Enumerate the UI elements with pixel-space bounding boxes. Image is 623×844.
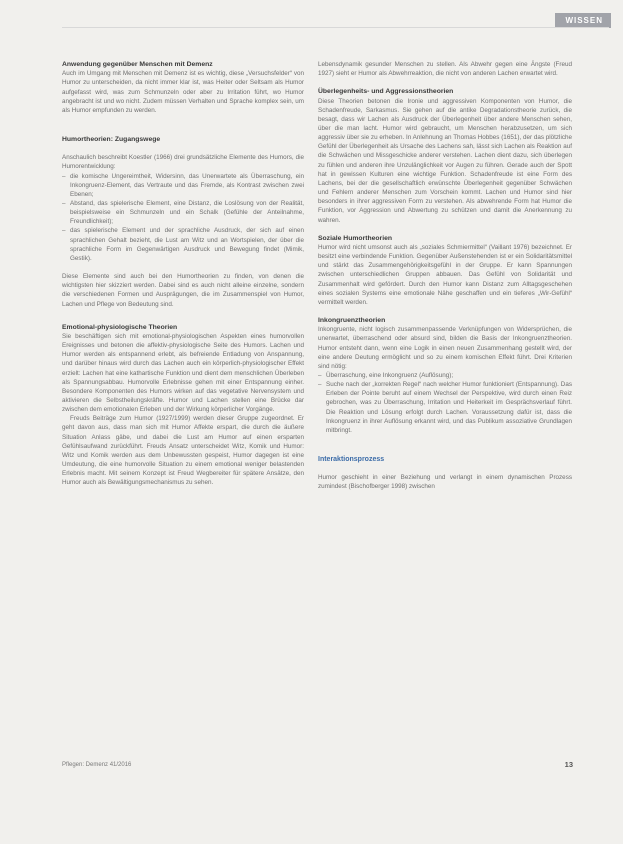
body-paragraph: Sie beschäftigen sich mit emotional-physiologischen Aspekten eines humorvollen Ereignisses und betonen die affektiv-physiologische Seite des Humors. Lachen und Humor werden als entspannend erlebt, als befreiende Entladung von Anspannung, und darüber hinaus wird durch das Lachen auch ein körperlich-physiologischer Effekt erzielt: Lachen hat eine kathartische Funktion und dient dem menschlichen Überleben als Spannungsabbau. Humorvolle Erlebnisse gehen mit einer Entspannung einher. Besondere Komponenten des Humors wirken auf das vegetative Nervensystem und aktivieren die Selbstheilungskräfte. Humor und Lachen stellen eine Brücke dar zwischen dem emotionalen Erleben und der Wirkung körperlicher Vorgänge. xyxy=(62,332,304,414)
dash-list xyxy=(62,172,304,264)
body-paragraph: Lebensdynamik gesunder Menschen zu stellen. Als Abwehr gegen eine Ängste (Freud 1927) sieht er Humor als Abwehrreaktion, die nicht von anderen Lachen erwartet wird. xyxy=(318,61,572,78)
header-rule xyxy=(62,27,609,28)
spacer xyxy=(318,78,572,87)
spacer xyxy=(318,307,572,316)
section-heading: Humortheorien: Zugangswege xyxy=(62,135,161,143)
spacer xyxy=(62,115,304,135)
list-item: – Abstand, das spielerische Element, eine Distanz, die Loslösung von der Realität, beispielsweise ein Schmunzeln und ein Schalk (Gefühle der Anteilnahme, Freundlichkeit); xyxy=(62,199,304,226)
right-column xyxy=(318,60,572,492)
page-number: 13 xyxy=(564,760,573,769)
section-tab: WISSEN xyxy=(555,13,611,28)
section-heading: Interaktionsprozess xyxy=(318,456,385,464)
body-paragraph: Freuds Beiträge zum Humor (1927/1999) werden dieser Gruppe zugeordnet. Er geht davon aus, dass man sich mit Humor Affekte erspart, die durch die äußere Situation Anlass gäbe, und dabei die Lust am Humor auf einen ersparten Gefühlsaufwand zurückführt. Freuds Ansatz unterscheidet Witz, Komik und Humor: Witz und Komik werden aus dem Unbewussten gespeist, Humor dagegen ist eine Umdeutung, die eine humorvolle Situation zu einem emotional weniger belastenden Erlebnis macht. Mit seinem Konzept ist Freud Wegbereiter für spätere Ansätze, den Humor auch als Bewältigungsmechanismus zu sehen. xyxy=(62,415,304,487)
list-item: – die komische Ungereimtheit, Widersinn, das Unerwartete als Überraschung, ein Inkongruenz-Element, das Vertraute und das Fremde, als Kontrast zwischen zwei Ebenen; xyxy=(62,172,304,199)
list-item: – Überraschung, eine Inkongruenz (Auflösung); xyxy=(318,371,572,380)
section-heading: Anwendung gegenüber Menschen mit Demenz xyxy=(62,61,213,68)
section-heading: Soziale Humortheorien xyxy=(318,234,393,242)
spacer xyxy=(318,464,572,473)
list-item: – Suche nach der „korrekten Regel“ nach welcher Humor funktioniert (Entspannung). Das Erleben der Pointe beruht auf einem Wechsel der Perspektive, wird durch einen Reiz gebrochen, was zu Überraschung, Irritation und Heiterkeit im Gesprächsverlauf führt. Die Reaktion und Lösung erfolgt durch Lachen. Voraussetzung dafür ist, dass die Inkongruenz in ihrer Auflösung erkannt wird, und das Publikum assoziative Grundlagen mitbringt. xyxy=(318,380,572,435)
spacer xyxy=(62,309,304,323)
spacer xyxy=(318,225,572,234)
spacer xyxy=(62,263,304,272)
body-paragraph: Diese Theorien betonen die Ironie und aggressiven Komponenten von Humor, die Schadenfreude, Sarkasmus. Sie gehen auf die antike Degradationstheorie zurück, die besagt, dass wir Lachen als Ausdruck der Überlegenheit über andere Menschen sehen, über die man lacht. Humor wird gebraucht, um Menschen herabzusetzen, um sich aggressiv über sie zu erheben. In Anlehnung an Thomas Hobbes (1651), der das plötzliche Gefühl der Überlegenheit als Ursache des Lachens sah, lässt sich Lachen als Reaktion auf die Schwächen und Missgeschicke anderer verstehen. Lachen dient dazu, sich überlegen zu fühlen und anderen ihre Unzulänglichkeit vor Augen zu führen. Gerade auch der Spott hat in gewissen Kulturen eine wichtige Funktion. Schadenfreude ist eine Form des Lachens, bei der die gesellschaftlich erwünschte Überlegenheit gegenüber Schwächen und Fehlern anderer Menschen zum Vorschein kommt. Lachen und Humor sind hier besonders in ihrer aggressiven Form zu verstehen. Als abwehrende Form hat Humor die Funktion, vor Aggression und Abwertung zu schützen und damit die Anerkennung zu wahren. xyxy=(318,97,572,224)
spacer xyxy=(62,144,304,153)
body-paragraph: Humor geschieht in einer Beziehung und verlangt in einem dynamischen Prozess zumindest (Bischofberger 1998) zwischen xyxy=(318,474,572,491)
section-heading: Inkongruenztheorien xyxy=(318,317,386,324)
body-paragraph: Diese Elemente sind auch bei den Humortheorien zu finden, von denen die wichtigsten hier skizziert werden. Dabei sind es auch nicht alleine einzelne, sondern die verschiedenen Formen und Ausprägungen, die im Zusammenspiel von Humor, Lachen und Pflege von Bedeutung sind. xyxy=(62,273,304,308)
body-paragraph: Anschaulich beschreibt Koestler (1966) drei grundsätzliche Elemente des Humors, die Humorentwicklung: xyxy=(62,154,304,171)
section-heading: Überlegenheits- und Aggressionstheorien xyxy=(318,88,454,96)
list-item: – das spielerische Element und der sprachliche Ausdruck, der sich auf einen sprachlichen Gehalt bezieht, die Lust am Witz und an Wortspielen, der über die sprachliche Form im Gegenwärtigen Ausdruck und Bewegung findet (Mimik, Gestik). xyxy=(62,226,304,263)
dash-list xyxy=(318,371,572,435)
spacer xyxy=(318,435,572,455)
left-column xyxy=(62,60,304,488)
body-paragraph: Humor wird nicht umsonst auch als „soziales Schmiermittel“ (Vaillant 1976) bezeichnet. Er besitzt eine verbindende Funktion. Gegenüber Außenstehenden ist er ein Solidaritätsmittel und stärkt das Zusammengehörigkeitsgefühl in der Gruppe. Er kann Spannungen zwischen unterschiedlichen Gruppen abbauen. Das Gefühl von Solidarität und Zusammenhalt wird gefördert. Durch den Humor kann Distanz zum Alltagsgeschehen eines sozialen Systems eine emotionale Nähe geschaffen und ein tieferes „Wir-Gefühl“ vermittelt werden. xyxy=(318,243,572,306)
body-paragraph: Inkongruente, nicht logisch zusammenpassende Verknüpfungen von Widersprüchen, die unerwartet, überraschend oder absurd sind, bilden die Basis der Inkongruenztheorien. Humor entsteht dann, wenn eine Logik in einen neuen Zusammenhang gestellt wird, der eine andere Deutung ermöglicht und so zu einem komischen Effekt führt. Drei Kriterien sind nötig: xyxy=(318,326,572,370)
magazine-issue: Pflegen: Demenz 41/2016 xyxy=(62,762,132,768)
body-paragraph: Auch im Umgang mit Menschen mit Demenz ist es wichtig, diese „Versuchsfelder“ von Humor zu unterscheiden, da nicht immer klar ist, was Heiter oder Seltsam als Humor aufgefasst wird, was zum Schmunzeln oder aber zu Irritation führt, wo Humor angebracht ist und wo nicht. Zudem müssen Verhalten und Sprache komplex sein, um als Humor empfunden zu werden. xyxy=(62,70,304,114)
page-header xyxy=(0,0,623,30)
section-heading: Emotional-physiologische Theorien xyxy=(62,323,178,331)
